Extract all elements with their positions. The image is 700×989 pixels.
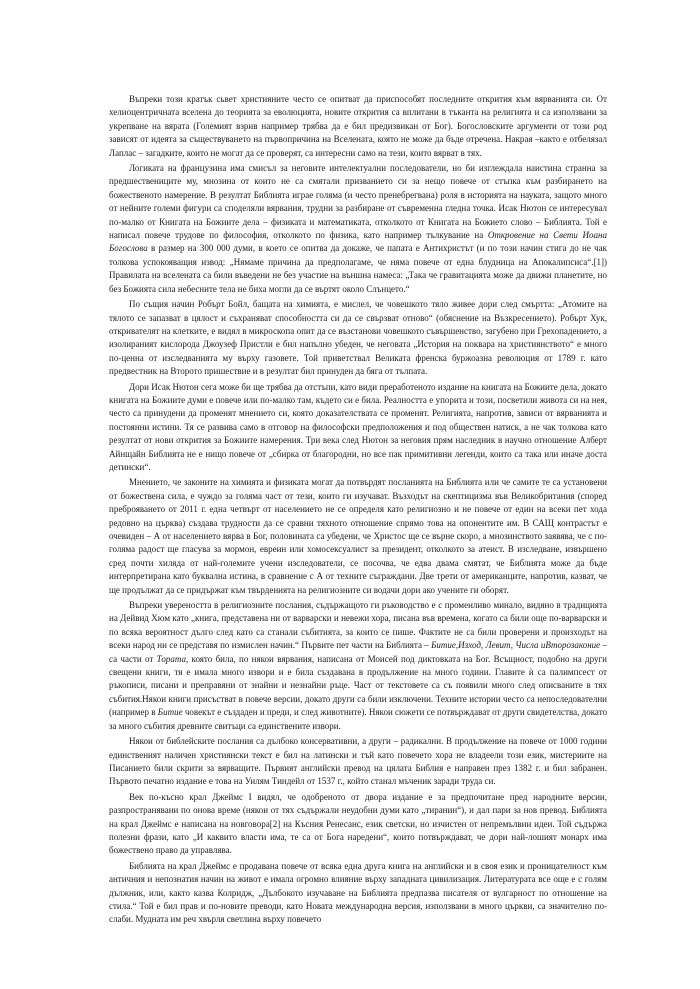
italic-title-text: Битие,Изход, Левит, Числа иВторозаконие [431, 640, 601, 651]
body-paragraph [109, 860, 607, 927]
body-text [109, 93, 607, 927]
italic-title-text: Откровение на Свети Иоана Богослова [109, 230, 607, 254]
paragraph-text: човекът е създаден и преди, и след животните). Някои сюжети се потвърждават от други свидетелства, докато за много събития древните свитъци са единствените извори. [109, 707, 608, 731]
paragraph-text: Дори Исак Нютон сега може би ще трябва да отстъпи, като види преработеното издание на книгата на Божиите дела, докато книгата на Божиите думи е повече или по-малко там, където си е била. Реалността е упорита и този, посветили живота си на нея, често са принудени да променят мнението си, която доказателствата се променят. Религията, напротив, зависи от вярванията и постоянни истини. Тя се развива само в отговор на философски предположения и под обществен натиск, а не чак толкова като резултат от нови открития за Божиите намерения. Три века след Нютон за неговия прям наследник в научно отношение Алберт Айнщайн Библията не е нищо повече от „сбирка от благородни, но все пак примитивни легенди, които са така или иначе доста детински“. [109, 381, 607, 472]
paragraph-text: , която била, по някои вярвания, написана от Моисей под диктовката на Бог. Всъщност, подобно на други свещени книги, тя е имала много извори и е била създавана в продължение на много години. Главите ѝ са палимпсест от ръкописи, писани и преправяни от знайни и незнайни ръце. Част от текстовете са съ появили много след описваните в тях събития.Някои книги присъстват в повече версии, докато други са били изключени. Техните истории често са непоследователни (например в [109, 653, 607, 718]
paragraph-text: Век по-късно крал Джеймс I видял, че одобреното от двора издание е за предпочитане пред народните версии, разпространявани по онова време (някои от тях съдържали неудобни думи като „тиранин“), и дал пари за нов превод. Библията на крал Джеймс е написана на новговора[2] на Късния Ренесанс, език светски, но изчистен от непремълвии идеи. Той съдържа полезни фрази, като „И каквито власти има, те са от Бога наредени“, които потвърждават, че дори най-лошият монарх има божествено право да управлява. [109, 791, 607, 856]
body-paragraph [109, 599, 607, 733]
paragraph-text: Мнението, че законите на химията и физиката могат да потвърдят посланията на Библията или че самите те са установени от божествена сила, е чуждо за голяма част от тези, които ги изучават. Възходът на скептицизма във Великобритания (според преброяването от 2011 г. една четвърт от населението не се определя като религиозно и не повече от един на всеки пет хода редовно на църква) създава трудности да се сравни тяхното отношение спрямо това на опонентите им. В САЩ контрастът е очевиден – А от населението вярва в Бог, половината са убедени, че Христос ще се върне скоро, а мнозинството заявява, че с по-голяма радост ще гласува за мормон, евреин или хомосексуалист за президент, отколкото за атеист. В изследване, извършено сред почти хиляда от най-големите учени изследователи, се посочва, че едва двама смятат, че Библията може да бъде интерпретирана като буквална истина, в сравнение с А от техните съграждани. Две трети от американците, напротив, казват, че ще продължат да се придържат към твърденията на религиозните си водачи дори ако учените ги оборят. [109, 477, 607, 595]
body-paragraph [109, 735, 607, 789]
paragraph-text: Въпреки увереността в религиозните послания, съдържащото ги ръководство е с променливо минало, видяно в традицията на Дейвид Хюм като „книга, представена ни от варварски и невежи хора, писана във времена, когато са били още по-варварски и по всяка вероятност дълго след като са станали събитията, за които се пише. Фактите не са били проверени и произходът на всеки народ ни се представя по измислен начин.“ Първите пет части на Библията – [109, 600, 607, 651]
paragraph-text: По същия начин Робърт Бойл, бащата на химията, е мислел, че човешкото тяло живее дори след смъртта: „Атомите на тялото се запазват в цялост и съхраняват способността си да се свързват отново“ (обяснение на Възкресението). Робърт Хук, откривателят на клетките, е видял в микроскопа опит да се възстанови човешкото съвършенство, загубено при Грехопадението, а изолираният кислорода Джоузеф Пристли е бил напълно убеден, че неговата „История на поквара на християнството“ е много по-ценна от изследванията му върху газовете. Той приветствал Великата френска буржоазна революция от 1789 г. като предвестник на Второто пришествие и в резултат бил принуден да бяга от тълпата. [109, 299, 607, 377]
body-paragraph [109, 476, 607, 597]
body-paragraph [109, 298, 607, 378]
paragraph-text: Библията на крал Джеймс е продавана повече от всяка една друга книга на английски и в своя език и проницателност към античния и непознатия начин на живот е имала огромно влияние върху западната цивилизация. Литературата все още е с голям дължник, или, както казва Колридж, „Дълбокото изучаване на Библията предпазва писателя от вулгарност по отношение на стила.“ Той е бил прав и по-новите преводи, като Новата международна версия, използвани в много църкви, са значително по-слаби. Мудната им реч хвърля светлина върху повечето [109, 860, 607, 925]
body-paragraph [109, 381, 607, 475]
italic-title-text: Битие [157, 707, 183, 718]
body-paragraph [109, 791, 607, 858]
body-paragraph [109, 162, 607, 296]
paragraph-text: Логиката на французина има смисъл за неговите интелектуални последователи, но би изглеждала наистина странна за предшествениците му, мнозина от които не са смятали призванието си за нещо повече от стъпка към разбирането на божественото намерение. В резултат Библията играе голяма (и често пренебрегвана) роля в историята на науката, защото много от нейните големи фигури са споделяли вярвания, трудни за разбиране от съвременна гледна точка. Исак Нютон се интересувал по-малко от Книгата на Божиите дела – физиката и математиката, отколкото от Книгата на Божието слово – Библията. Той е написал повече трудове по философия, отколкото по физика, като например тълкувание на [109, 163, 607, 241]
paragraph-text: – са части от [109, 640, 608, 664]
paragraph-text: Някои от библейските послания са дълбоко консервативни, а други – радикални. В продължение на повече от 1000 години единственият наличен християнски текст е бил на латински и тъй като повечето хора не владеели този език, мистериите на Писанието били скрити за вярващите. Първият английски превод на цялата Библия е направен през 1382 г. и бил забранен. Първото печатно издание е това на Уилям Тиндейл от 1537 г., който станал мъченик заради труда си. [109, 736, 607, 787]
italic-title-text: Тората [156, 653, 186, 664]
paragraph-text: Въпреки този кратък сьвет християните често се опитват да приспособят последните открития към вярванията си. От хелиоцентричната вселена до теорията за еволюцията, новите открития са вплитани в тъканта на религията и са използвани за укрепване на вярата (Големият взрив например трябва да е бил предизвикан от Бог). Богословските аргументи от този род зависят от идеята за съществуването на първопричина на Вселената, която не може да бъде отречена. Накрая –както е отбелязал Лаплас – загадките, които не могат да се проверят, са интересни само на тези, които вярват в тях. [109, 94, 607, 158]
body-paragraph [109, 93, 607, 160]
paragraph-text: в размер на 300 000 думи, в което се опитва да докаже, че папата е Антихристът (и по този начин стига до не чак толкова успокояващия извод: „Нямаме причина да предполагаме, че няма повече от една блудница на Апокалипсиса“.[1]) Правилата на вселената са били въведени не без участие на външна намеса: „Така че гравитацията може да движи планетите, но без Божията сила небесните тела не биха могли да се въртят около Слънцето.“ [109, 243, 607, 294]
